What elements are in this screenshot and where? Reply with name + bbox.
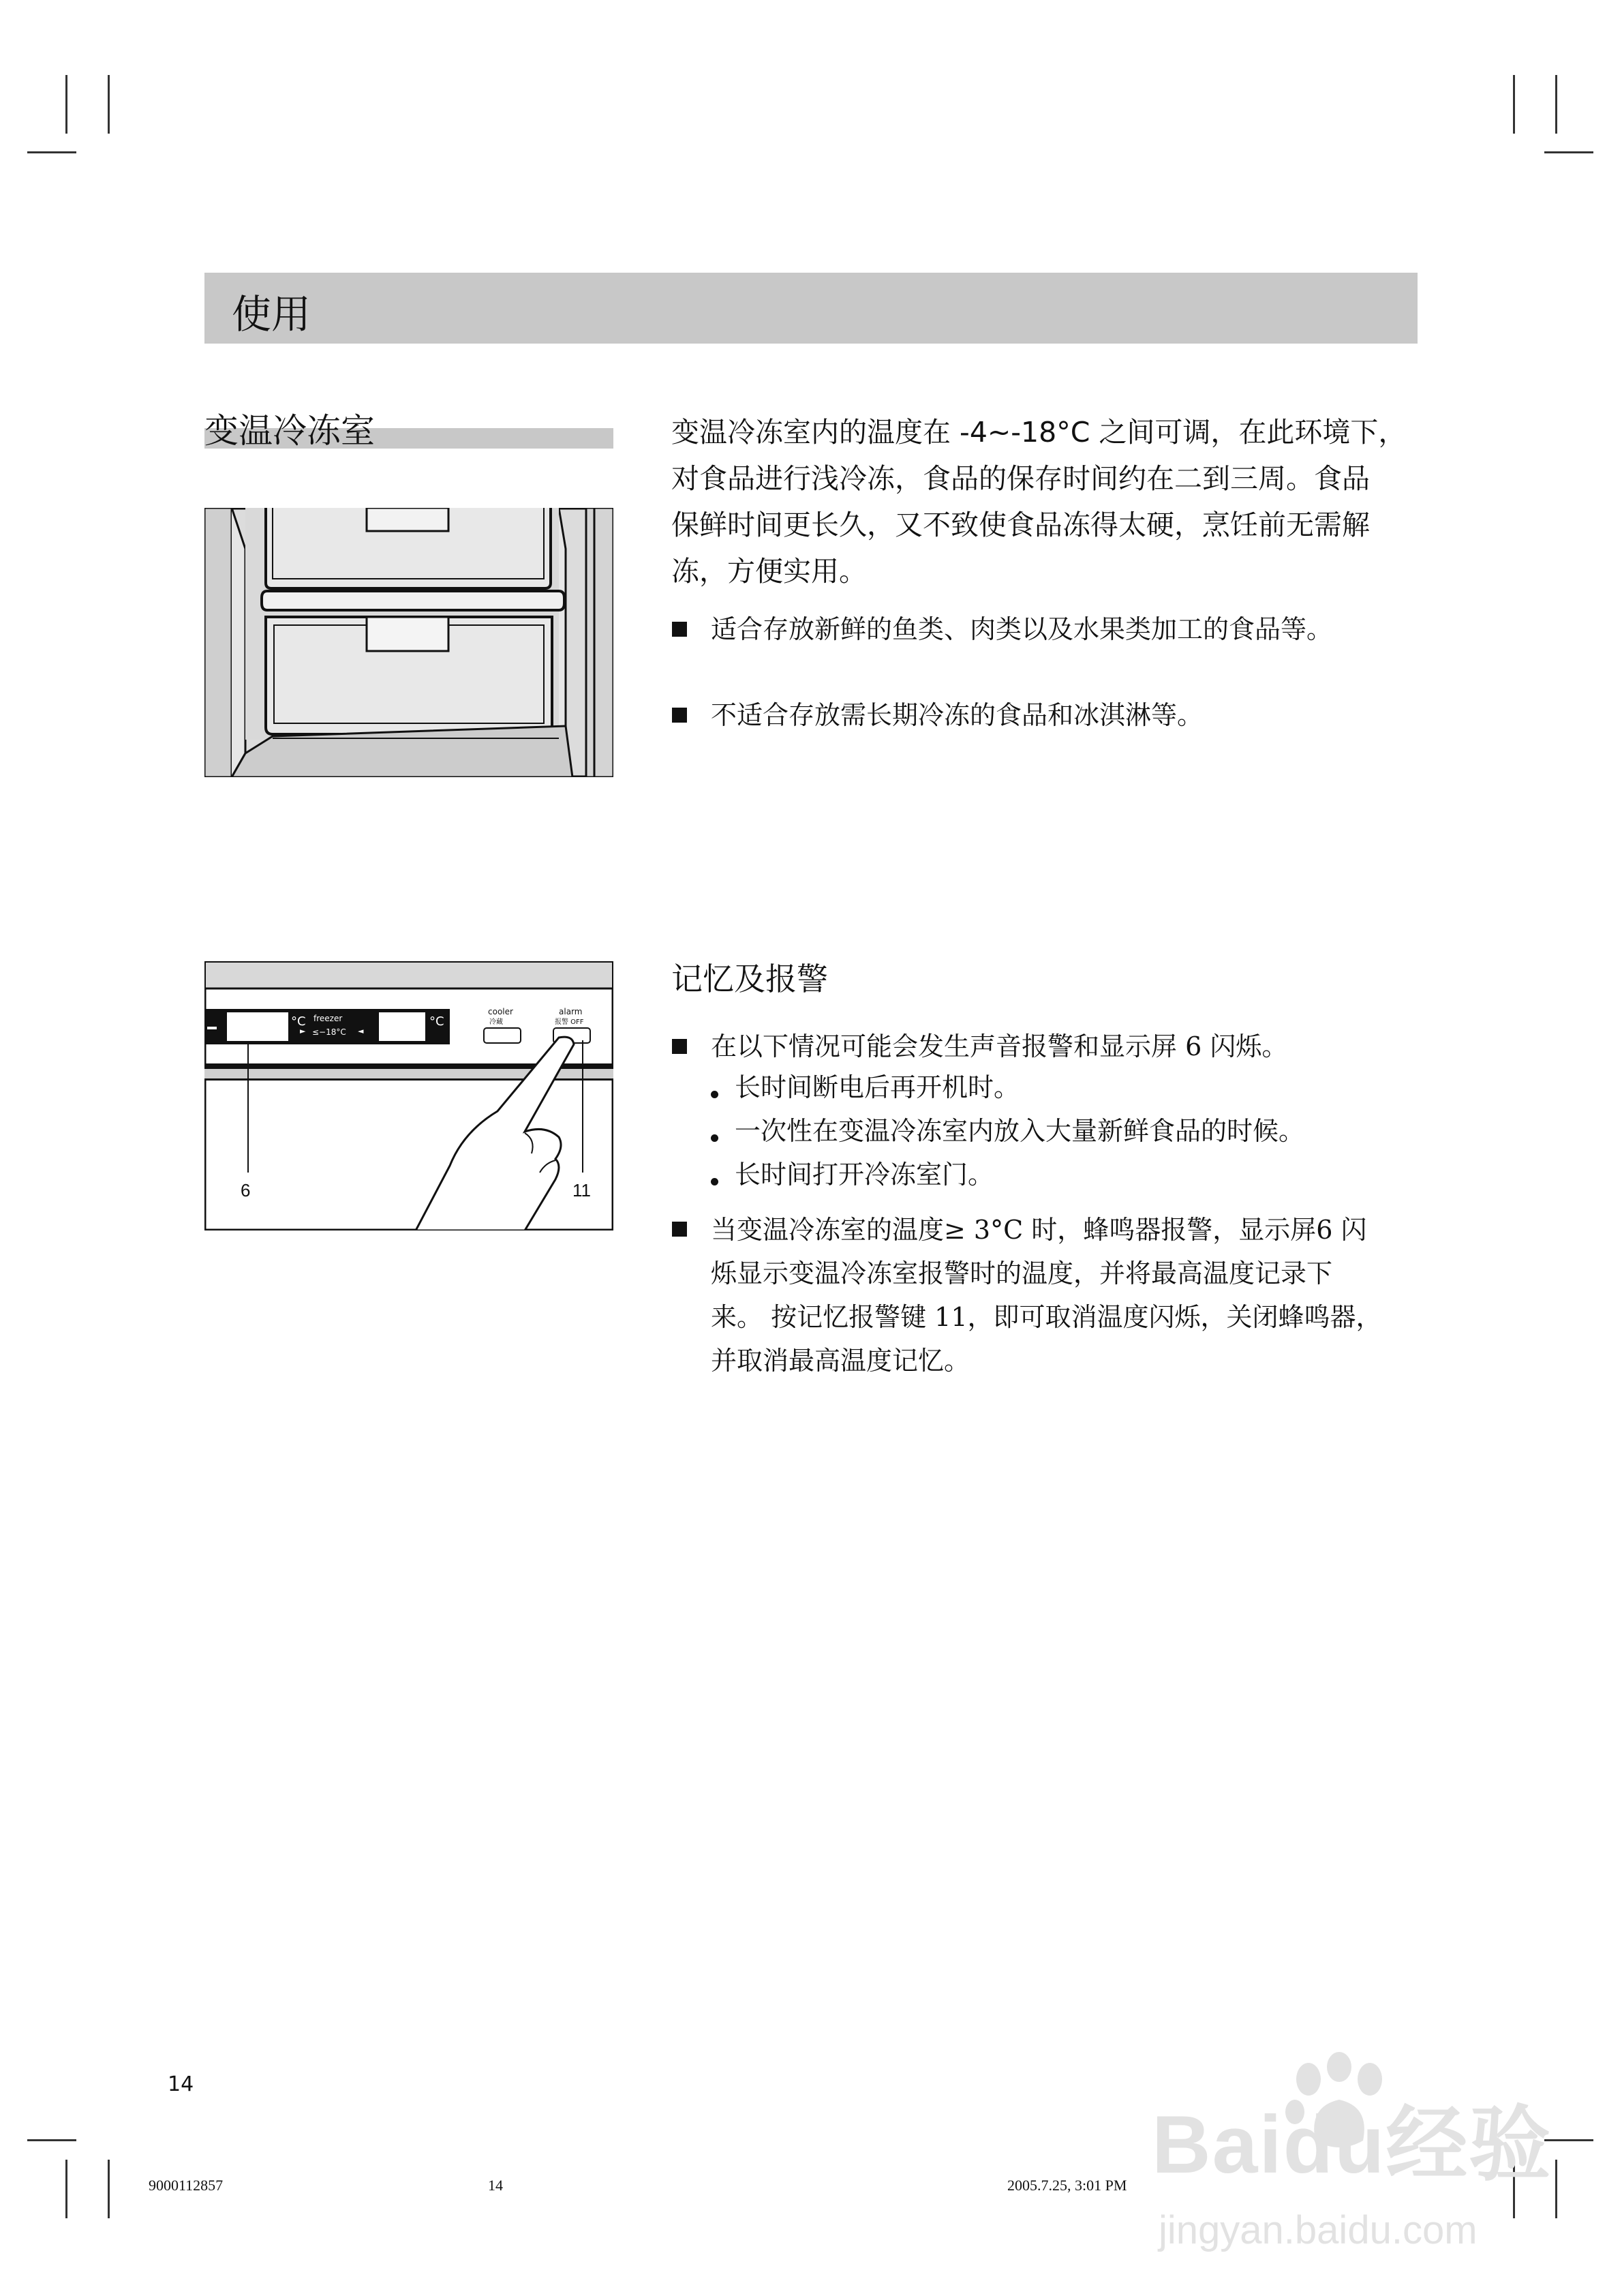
section1-title: 变温冷冻室 xyxy=(204,411,375,451)
page-number: 14 xyxy=(168,2072,194,2096)
alarm-sublabel: 报警 OFF xyxy=(555,1018,584,1026)
footer-page: 14 xyxy=(488,2177,503,2194)
section-header-title: 使用 xyxy=(232,291,311,337)
bullet-dot xyxy=(711,1134,718,1142)
section-header-bar xyxy=(204,273,1418,344)
section1-paragraph-line: 冻，方便实用。 xyxy=(671,555,867,588)
section1-bullet-2: 不适合存放需长期冷冻的食品和冰淇淋等。 xyxy=(711,700,1204,730)
bullet-square xyxy=(672,1222,687,1237)
section1-paragraph-line: 保鲜时间更长久，又不致使食品冻得太硬，烹饪前无需解 xyxy=(671,509,1370,541)
bullet-dot xyxy=(711,1178,718,1185)
footer-doc-id: 9000112857 xyxy=(149,2177,224,2194)
section2-bullet-2-line: 当变温冷冻室的温度≥ 3°C 时，蜂鸣器报警，显示屏6 闪 xyxy=(711,1215,1367,1245)
section2-dot-1: 长时间断电后再开机时。 xyxy=(735,1072,1020,1102)
section2-dot-2: 一次性在变温冷冻室内放入大量新鲜食品的时候。 xyxy=(735,1116,1305,1146)
section2-title: 记忆及报警 xyxy=(671,961,828,997)
freezer-range: ≤−18°C xyxy=(312,1027,346,1037)
cooler-label: cooler xyxy=(488,1007,513,1016)
cooler-sublabel: 冷藏 xyxy=(489,1018,503,1026)
section2-bullet-1: 在以下情况可能会发生声音报警和显示屏 6 闪烁。 xyxy=(711,1031,1288,1061)
bullet-square xyxy=(672,708,687,723)
display1-unit: °C xyxy=(291,1014,306,1029)
bullet-square xyxy=(672,622,687,637)
section2-bullet-2-line: 并取消最高温度记忆。 xyxy=(711,1346,970,1376)
bullet-square xyxy=(672,1039,687,1054)
section2-bullet-2-line: 来。 按记忆报警键 11，即可取消温度闪烁，关闭蜂鸣器， xyxy=(711,1302,1382,1332)
control-panel-illustration xyxy=(204,961,613,1230)
section1-paragraph xyxy=(671,409,1428,594)
alarm-label: alarm xyxy=(559,1007,583,1016)
callout-11: 11 xyxy=(572,1180,591,1200)
freezer-label: freezer xyxy=(313,1014,343,1023)
watermark-url: jingyan.baidu.com xyxy=(1159,2208,1478,2252)
svg-text:◄: ◄ xyxy=(358,1027,364,1036)
footer-timestamp: 2005.7.25, 3:01 PM xyxy=(1007,2177,1127,2194)
watermark-logo: Baidu经验 xyxy=(1152,2099,1552,2190)
section2-dot-3: 长时间打开冷冻室门。 xyxy=(735,1160,994,1190)
callout-6: 6 xyxy=(241,1180,251,1200)
svg-text:►: ► xyxy=(300,1027,306,1036)
section1-paragraph-line: 变温冷冻室内的温度在 -4~-18°C 之间可调，在此环境下， xyxy=(671,416,1407,449)
freezer-drawer-illustration xyxy=(204,508,613,777)
section2-bullet-2 xyxy=(711,1208,1426,1383)
section2-bullet-2-line: 烁显示变温冷冻室报警时的温度，并将最高温度记录下 xyxy=(711,1258,1333,1288)
section1-paragraph-line: 对食品进行浅冷冻，食品的保存时间约在二到三周。食品 xyxy=(671,462,1370,495)
section1-bullet-1: 适合存放新鲜的鱼类、肉类以及水果类加工的食品等。 xyxy=(711,614,1333,644)
display2-unit: °C xyxy=(429,1014,444,1029)
bullet-dot xyxy=(711,1091,718,1098)
